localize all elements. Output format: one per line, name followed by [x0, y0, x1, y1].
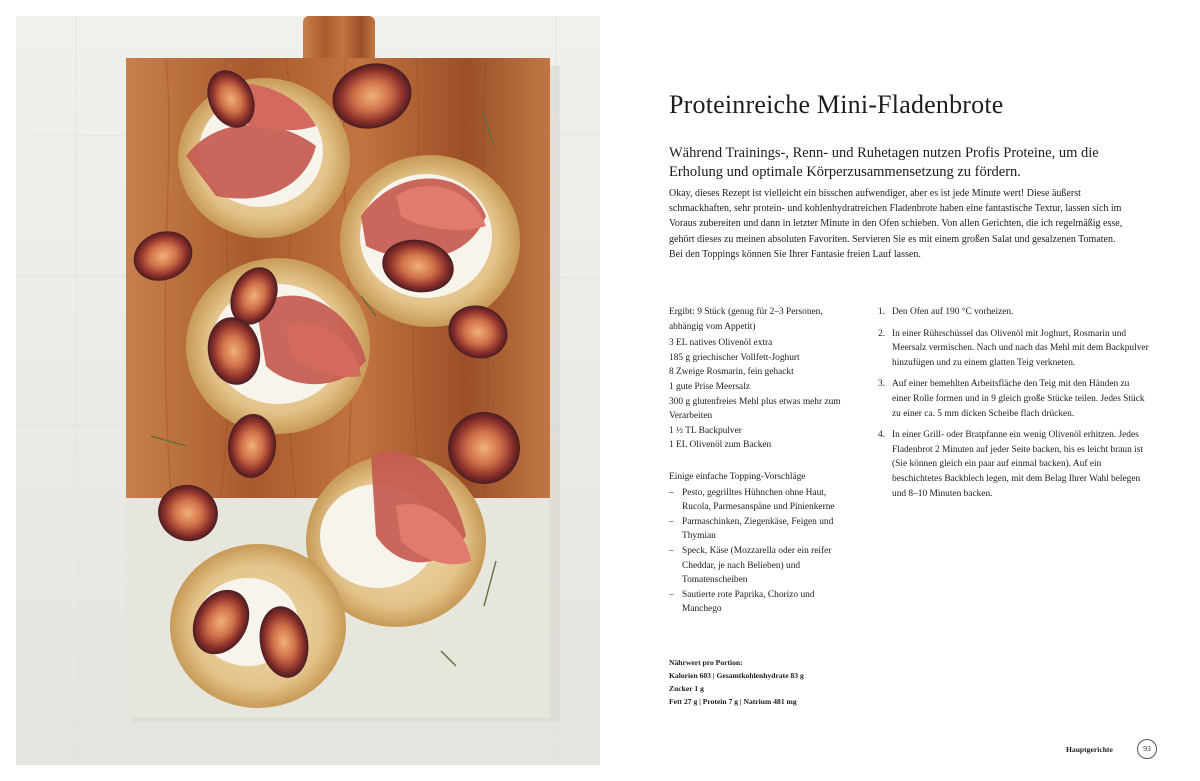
step-number: 4. — [878, 430, 886, 441]
step-number: 2. — [878, 328, 886, 339]
toppings-heading: Einige einfache Topping-Vorschläge — [669, 471, 806, 482]
step-text: Den Ofen auf 190 °C vorheizen. — [892, 307, 1014, 317]
step-item — [878, 305, 1150, 320]
ingredient-item: 1 EL Olivenöl zum Backen — [669, 440, 772, 451]
step-text: In einer Rührschüssel das Olivenöl mit Joghurt, Rosmarin und Meersalz vermischen. Nach und nach das Mehl mit dem Backpulver hinzufügen und zu einem glatten Teig verkneten. — [892, 328, 1149, 368]
recipe-title: Proteinreiche Mini-Fladenbrote — [669, 90, 1004, 119]
page-number: 93 — [1137, 739, 1157, 759]
ingredient-item: 3 EL natives Olivenöl extra — [669, 338, 773, 349]
toppings-list — [669, 486, 847, 617]
ingredient-item: 185 g griechischer Vollfett-Joghurt — [669, 352, 800, 363]
ingredient-item: 1 gute Prise Meersalz — [669, 381, 750, 392]
nutrition-heading: Nährwert pro Portion: — [669, 658, 743, 667]
ingredients-column — [669, 305, 847, 617]
topping-item: – Sautierte rote Paprika, Chorizo und Manchego — [669, 588, 847, 617]
method-steps — [878, 305, 1150, 508]
nutrition-info — [669, 656, 879, 708]
nutrition-line: Zucker 1 g — [669, 684, 704, 693]
step-item — [878, 428, 1150, 501]
recipe-yield: Ergibt: 9 Stück (genug für 2–3 Personen, abhängig vom Appetit) — [669, 307, 823, 332]
ingredient-list — [669, 336, 847, 453]
nutrition-line: Fett 27 g | Protein 7 g | Natrium 481 mg — [669, 697, 797, 706]
step-item — [878, 377, 1150, 421]
recipe-lead: Während Trainings-, Renn- und Ruhetagen nutzen Profis Proteine, um die Erholung und optimale Körperzusammensetzung zu fördern. — [669, 145, 1099, 180]
topping-item: – Parmaschinken, Ziegenkäse, Feigen und Thymian — [669, 515, 847, 544]
topping-item: – Pesto, gegrilltes Hühnchen ohne Haut, Rucola, Parmesanspäne und Pinienkerne — [669, 486, 847, 515]
step-text: Auf einer bemehlten Arbeitsfläche den Teig mit den Händen zu einer Rolle formen und in 9 gleich große Stücke teilen. Jedes Stück zu einer ca. 5 mm dicken Scheibe flach drücken. — [892, 379, 1145, 419]
ingredient-item: 300 g glutenfreies Mehl plus etwas mehr zum Verarbeiten — [669, 396, 841, 422]
step-number: 1. — [878, 307, 886, 317]
topping-item: – Speck, Käse (Mozzarella oder ein reifer Cheddar, je nach Belieben) und Tomatenscheiben — [669, 544, 847, 588]
flatbread-2 — [340, 155, 520, 327]
step-item — [878, 327, 1150, 371]
flatbread-1 — [178, 78, 350, 238]
recipe-intro: Okay, dieses Rezept ist vielleicht ein bisschen aufwendiger, aber es ist jede Minute wert! Diese äußerst schmackhaften, sehr protein- und kohlenhydratreichen Fladenbrote haben eine fantastische Textur, lassen sich im Voraus zubereiten und dann in letzter Minute in den Ofen schieben. Von allen Gerichten, die ich regelmäßig esse, gehört dieses zu meinen absoluten Favoriten. Servieren Sie es mit einem großen Salat und gesalzenen Tomaten. Bei den Toppings können Sie Ihrer Fantasie freien Lauf lassen. — [669, 188, 1123, 260]
step-number: 3. — [878, 379, 886, 390]
step-text: In einer Grill- oder Bratpfanne ein wenig Olivenöl erhitzen. Jedes Fladenbrot 2 Minuten auf jeder Seite backen, bis es leicht braun ist (Sie können gleich ein paar auf einmal backen). Auf ein beschichtetes Backblech legen, mit dem Belag Ihrer Wahl belegen und 8–10 Minuten backen. — [892, 430, 1143, 499]
ingredient-item: 8 Zweige Rosmarin, fein gehackt — [669, 367, 794, 378]
nutrition-line: Kalorien 603 | Gesamtkohlenhydrate 83 g — [669, 671, 804, 680]
flatbreads-on-board-illustration — [16, 16, 600, 765]
footer-section-name: Hauptgerichte — [1066, 745, 1113, 754]
ingredient-item: 1 ½ TL Backpulver — [669, 425, 742, 436]
recipe-photo — [16, 16, 600, 765]
